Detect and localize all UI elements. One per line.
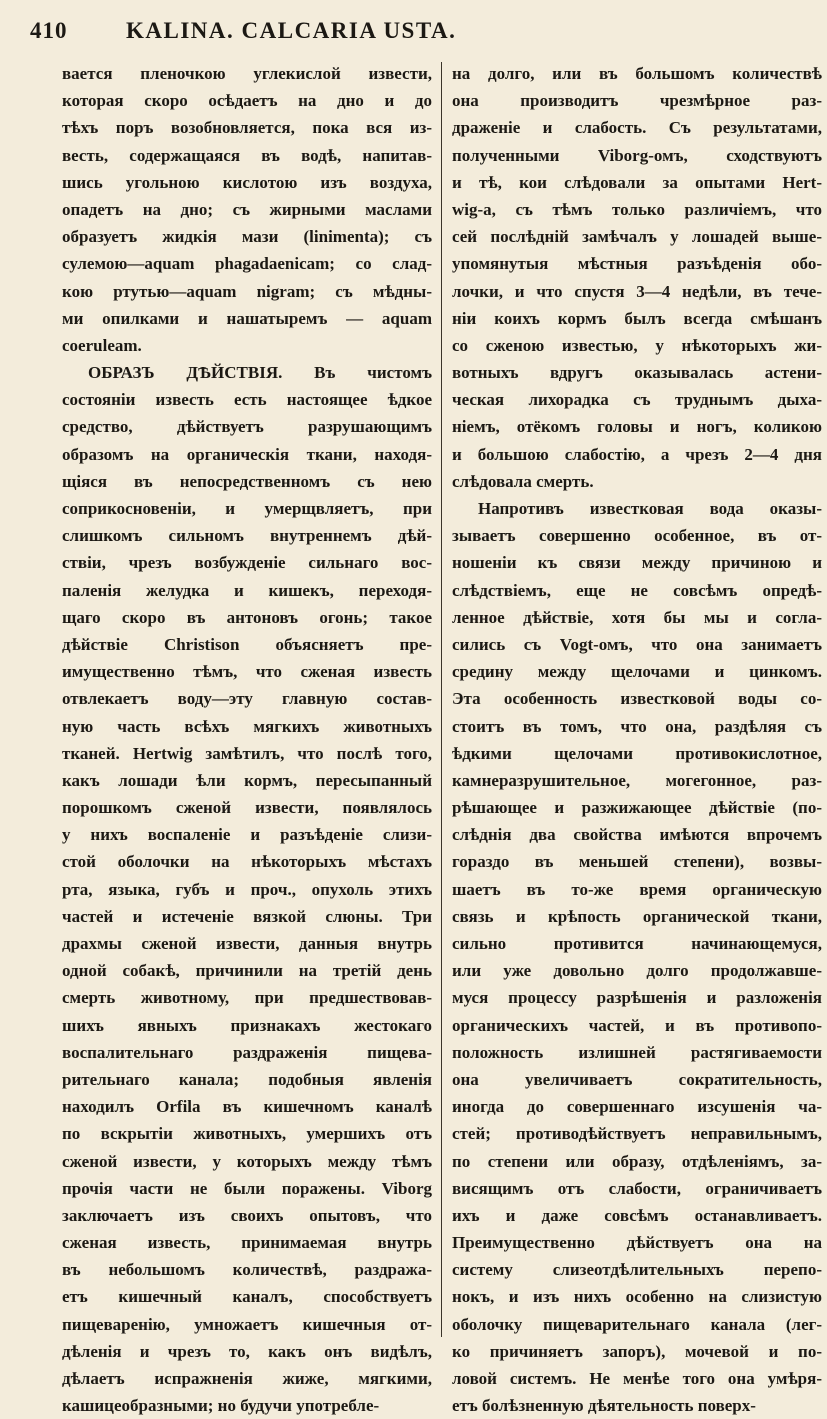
text-line: одной собакѣ, причинили на третій день	[62, 961, 432, 981]
text-line: гораздо въ меньшей степени), возвы-	[452, 852, 822, 872]
text-line: отвлекаетъ воду—эту главную состав-	[62, 689, 432, 709]
text-line: образуетъ жидкія мази (linimenta); съ	[62, 227, 432, 247]
text-line: нокъ, и изъ нихъ особенно на слизистую	[452, 1287, 822, 1307]
text-line: и тѣ, кои слѣдовали за опытами Hert-	[452, 172, 822, 192]
text-line: wig-a, съ тѣмъ только различіемъ, что	[452, 199, 822, 219]
text-line: сей послѣдній замѣчалъ у лошадей выше-	[452, 227, 822, 247]
text-line: тѣхъ поръ возобновляется, пока вся из-	[62, 118, 432, 138]
text-line: ную часть всѣхъ мягкихъ животныхъ	[62, 716, 432, 736]
text-line: слѣдовала смерть.	[452, 471, 594, 491]
text-line: стоитъ въ томъ, что она, раздѣляя съ	[452, 716, 822, 736]
text-line: у нихъ воспаленіе и разъѣденіе слизи-	[62, 825, 432, 845]
text-line: ческая лихорадка съ труднымъ дыха-	[452, 390, 822, 410]
text-line: щаго скоро въ антоновъ огонь; такое	[62, 607, 432, 627]
running-head: KALINA. CALCARIA USTA.	[126, 18, 457, 43]
text-line: оболочку пищеварительнаго канала (лег-	[452, 1314, 822, 1334]
text-line: драхмы сженой извести, данныя внутрь	[62, 934, 432, 953]
text-line: находилъ Orfila въ кишечномъ каналѣ	[62, 1097, 432, 1117]
text-line: дѣленія и чрезъ то, какъ онъ видѣлъ,	[62, 1341, 432, 1361]
text-line: стой оболочки на нѣкоторыхъ мѣстахъ	[62, 852, 432, 872]
text-line: ловой системъ. Не менѣе того она умѣря-	[452, 1369, 822, 1388]
text-line: камнеразрушительное, могегонное, раз-	[452, 770, 822, 790]
text-line: состояніи известь есть настоящее ѣдкое	[62, 390, 432, 410]
text-line: ѣдкими щелочами противокислотное,	[452, 743, 822, 763]
text-line: ми опилками и нашатыремъ — aquam	[62, 308, 432, 328]
text-line: кашицеобразными; но будучи употребле-	[62, 1396, 380, 1416]
text-line: образомъ на органическія ткани, находя-	[62, 444, 432, 464]
text-line: опадетъ на дно; съ жирными маслами	[62, 199, 432, 219]
text-line: Напротивъ известковая вода оказы-	[478, 499, 822, 518]
text-line: вотныхъ вдругъ оказывалась астени-	[452, 363, 822, 383]
text-line: полученными Viborg-омъ, сходствуютъ	[452, 145, 822, 165]
text-line: ко причиняетъ запоръ), мочевой и по-	[452, 1341, 822, 1361]
right-column	[452, 60, 822, 1419]
text-line: органическихъ частей, и въ противопо-	[452, 1015, 822, 1035]
text-line: связь и крѣпость органической ткани,	[452, 906, 822, 926]
text-line: по вскрытіи животныхъ, умершихъ отъ	[62, 1124, 432, 1144]
text-line: соприкосновеніи, и умерщвляетъ, при	[62, 499, 432, 518]
text-line: шаетъ въ то-же время органическую	[452, 879, 822, 899]
text-line: шихъ явныхъ признакахъ жестокаго	[62, 1015, 432, 1035]
text-line: паленія желудка и кишекъ, переходя-	[62, 580, 432, 600]
text-line: воспалительнаго раздраженія пищева-	[62, 1042, 432, 1062]
text-line: coeruleam.	[62, 335, 142, 355]
text-line: средину между щелочами и цинкомъ.	[452, 662, 822, 682]
text-line: сились съ Vogt-омъ, что она занимаетъ	[452, 634, 822, 654]
text-line: етъ болѣзненную дѣятельность поверх-	[452, 1396, 756, 1416]
text-line: она увеличиваетъ сократительность,	[452, 1069, 822, 1089]
text-line: заключаетъ изъ своихъ опытовъ, что	[62, 1205, 432, 1225]
text-line: слѣдствіемъ, еще не совсѣмъ опредѣ-	[452, 580, 822, 600]
text-line: лочки, и что спустя 3—4 недѣли, въ тече-	[452, 281, 822, 301]
text-line: муся процессу разрѣшенія и разложенія	[452, 988, 822, 1008]
text-line: дѣлаетъ испражненія жиже, мягкими,	[62, 1369, 432, 1388]
text-line: ихъ и даже совсѣмъ останавливаетъ.	[452, 1205, 822, 1225]
text-line: смерть животному, при предшествовав-	[62, 988, 432, 1008]
text-line: ніи коихъ кормъ былъ всегда смѣшанъ	[452, 308, 822, 328]
text-line: кою ртутью—aquam nigram; съ мѣдны-	[62, 281, 432, 301]
column-divider	[441, 62, 442, 1337]
text-line: драженіе и слабость. Съ результатами,	[452, 118, 822, 138]
text-line: стей; противодѣйствуетъ неправильнымъ,	[452, 1124, 822, 1144]
text-line: рта, языка, губъ и проч., опухоль этихъ	[62, 879, 432, 899]
text-line: ніемъ, отёкомъ головы и ногъ, коликою	[452, 417, 822, 437]
text-line: Эта особенность известковой воды со-	[452, 689, 822, 709]
text-line: висящимъ отъ слабости, ограничиваетъ	[452, 1178, 822, 1198]
text-line: положность излишней растягиваемости	[452, 1042, 822, 1062]
text-line: тканей. Hertwig замѣтилъ, что послѣ того,	[62, 743, 432, 763]
text-line: ношеніи къ связи между причиною и	[452, 553, 822, 573]
text-line: слишкомъ сильномъ внутреннемъ дѣй-	[62, 526, 432, 546]
text-line: на долго, или въ большомъ количествѣ	[452, 64, 822, 83]
text-line: рительнаго канала; подобныя явленія	[62, 1069, 432, 1089]
text-line: Преимущественно дѣйствуетъ она на	[452, 1233, 822, 1253]
text-line: сильно противится начинающемуся,	[452, 934, 822, 953]
text-line: дѣйствіе Christison объясняетъ пре-	[62, 634, 432, 654]
text-line: которая скоро осѣдаетъ на дно и до	[62, 91, 432, 111]
text-line: она производитъ чрезмѣрное раз-	[452, 91, 822, 111]
text-line: шись угольною кислотою изъ воздуха,	[62, 172, 432, 192]
text-line: какъ лошади ѣли кормъ, пересыпанный	[62, 770, 432, 790]
text-line: пищеваренію, умножаетъ кишечныя от-	[62, 1314, 432, 1334]
text-line: частей и истеченіе вязкой слюны. Три	[62, 906, 432, 926]
text-line: рѣшающее и разжижающее дѣйствіе (по-	[452, 798, 822, 818]
text-line: средство, дѣйствуетъ разрушающимъ	[62, 417, 432, 437]
text-line: зываетъ совершенно особенное, въ от-	[452, 526, 822, 546]
page-header	[30, 18, 807, 52]
text-line: имущественно тѣмъ, что сженая известь	[62, 662, 432, 682]
text-line: весть, содержащаяся въ водѣ, напитав-	[62, 145, 432, 165]
text-line: слѣднія два свойства имѣются впрочемъ	[452, 825, 822, 845]
text-line: или уже довольно долго продолжавше-	[452, 961, 822, 981]
text-line: и большою слабостію, а чрезъ 2—4 дня	[452, 444, 822, 464]
text-line: прочія части не были поражены. Viborg	[62, 1178, 432, 1198]
text-line: упомянутыя мѣстныя разъѣденія обо-	[452, 254, 822, 274]
left-column	[62, 60, 432, 1419]
text-line: ленное дѣйствіе, хотя бы мы и согла-	[452, 607, 822, 627]
text-line: со сженою известью, у нѣкоторыхъ жи-	[452, 335, 822, 355]
text-line: ствіи, чрезъ возбужденіе сильнаго вос-	[62, 553, 432, 573]
page-number: 410	[30, 18, 68, 43]
text-line: иногда до совершеннаго изсушенія ча-	[452, 1097, 822, 1117]
text-line: сулемою—aquam phagadaenicam; со слад-	[62, 254, 432, 274]
text-line: сженая известь, принимаемая внутрь	[62, 1233, 432, 1253]
text-line: по степени или образу, отдѣленіямъ, за-	[452, 1151, 822, 1171]
text-line: порошкомъ сженой извести, появлялось	[62, 798, 432, 818]
text-line: систему слизеотдѣлительныхъ перепо-	[452, 1260, 822, 1280]
text-line: етъ кишечный каналъ, способствуетъ	[62, 1287, 432, 1307]
text-line: сженой извести, у которыхъ между тѣмъ	[62, 1151, 432, 1171]
text-line: въ небольшомъ количествѣ, раздража-	[62, 1260, 432, 1280]
text-line: щіяся въ непосредственномъ съ нею	[62, 471, 432, 491]
text-line: вается пленочкою углекислой извести,	[62, 64, 432, 83]
text-line: ОБРАЗЪ ДѢЙСТВІЯ. Въ чистомъ	[88, 363, 432, 383]
